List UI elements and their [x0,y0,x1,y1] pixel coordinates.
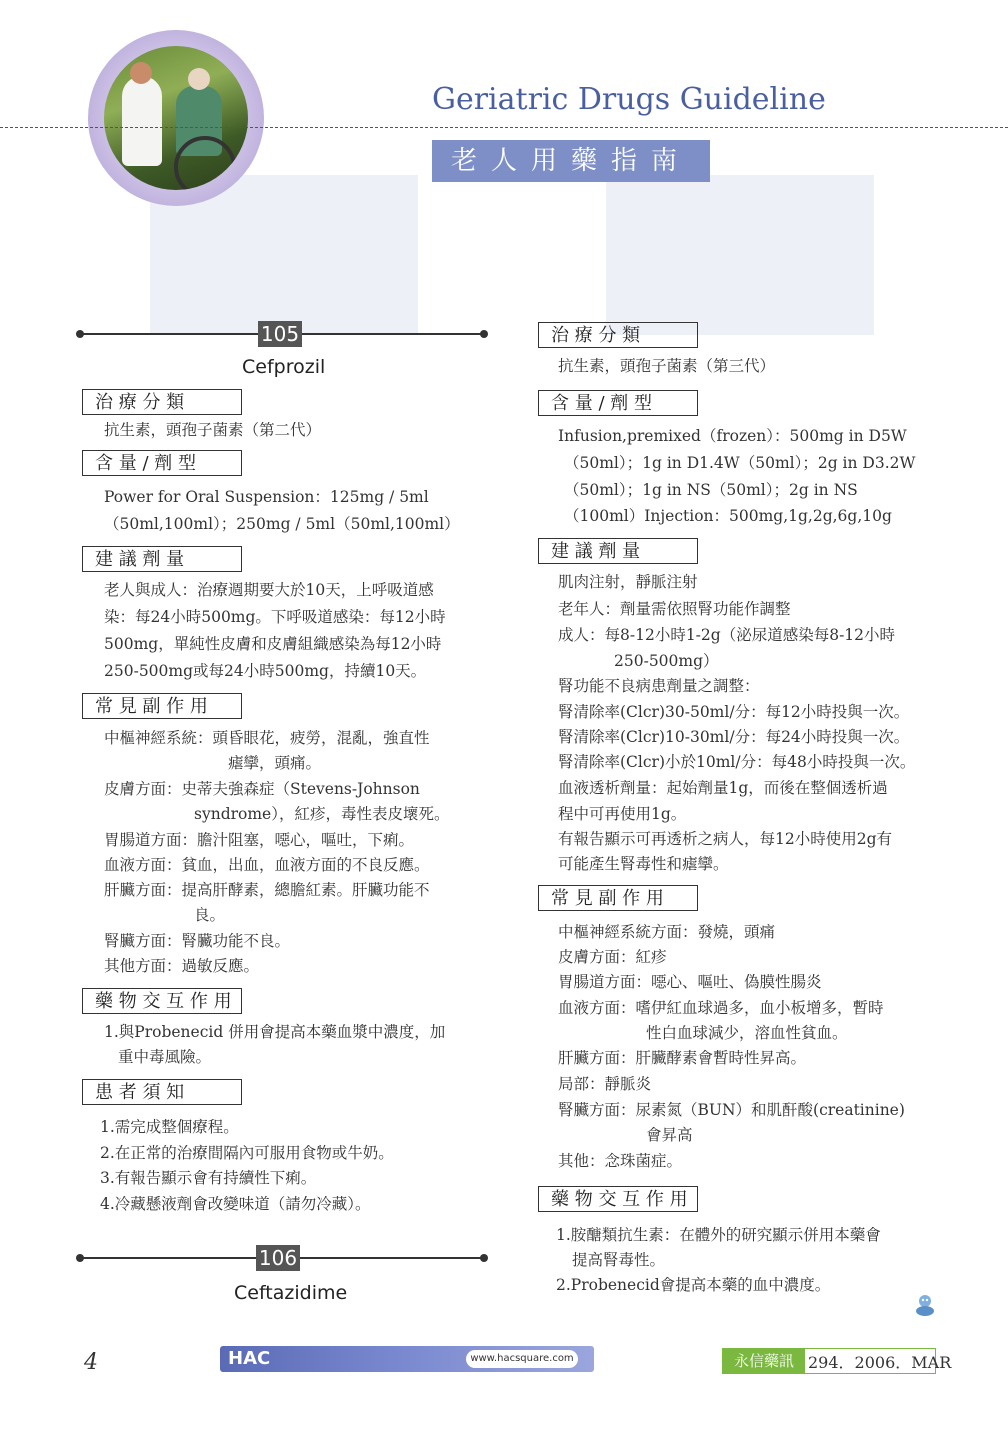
text-line: 肝臟方面：肝臟酵素會暫時性昇高。 [558,1049,807,1067]
text-line: 4.冷藏懸液劑會改變味道（請勿冷藏）。 [100,1195,371,1213]
section-label-patient-notes: 患 者 須 知 [82,1079,242,1105]
text-line: 提高腎毒性。 [572,1251,666,1269]
text-line: 良。 [194,906,226,924]
text-line: 腎臟方面：尿素氮（BUN）和肌酐酸(creatinine) [558,1101,905,1119]
text-line: 其他：念珠菌症。 [558,1152,683,1170]
text-line: 腎功能不良病患劑量之調整： [558,677,760,695]
section-label-interactions: 藥 物 交 互 作 用 [538,1186,698,1212]
hac-url[interactable]: www.hacsquare.com [466,1350,578,1368]
text-line: 有報告顯示可再透析之病人，每12小時使用2g有 [558,830,893,848]
text-line: 血液方面：貧血，出血，血液方面的不良反應。 [104,856,430,874]
hac-logo: HAC [228,1348,271,1369]
text-line: 1.與Probenecid 併用會提高本藥血漿中濃度，加 [104,1023,446,1041]
text-line: 腎臟方面：腎臟功能不良。 [104,932,291,950]
text-line: （100ml）Injection：500mg,1g,2g,6g,10g [564,507,892,525]
magazine-name: 永信藥訊 [723,1349,805,1373]
text-line: 會昇高 [646,1126,693,1144]
text-line: 1.胺醣類抗生素：在體外的研究顯示併用本藥會 [556,1226,881,1244]
text-line: 2.Probenecid會提高本藥的血中濃度。 [556,1276,831,1294]
drug-number: 105 [258,321,302,347]
text-line: 腎清除率(Clcr)30-50ml/分：每12小時投與一次。 [558,703,910,721]
text-line: syndrome），紅疹，毒性表皮壞死。 [194,805,450,823]
text-line: 肝臟方面：提高肝酵素，總膽紅素。肝臟功能不 [104,881,430,899]
section-label-side-effects: 常 見 副 作 用 [538,885,698,911]
text-line: 性白血球減少，溶血性貧血。 [646,1024,848,1042]
text-line: （50ml）；1g in D1.4W（50ml）；2g in D3.2W [564,454,916,472]
section-label-side-effects: 常 見 副 作 用 [82,693,242,719]
text-line: 中樞神經系統：頭昏眼花，疲勞，混亂，強直性 [104,729,430,747]
section-label-dosage: 建 議 劑 量 [538,538,698,564]
drug-number: 106 [256,1245,300,1271]
mascot-icon [914,1293,936,1317]
text-line: 1.需完成整個療程。 [100,1118,239,1136]
background-panel-right [606,175,874,335]
rule-dot-right [480,330,488,338]
text-line: 抗生素，頭孢子菌素（第二代） [104,421,322,439]
text-line: 肌肉注射，靜脈注射 [558,573,698,591]
drug-name: Ceftazidime [234,1282,348,1304]
title-english: Geriatric Drugs Guideline [432,82,826,117]
text-line: 局部：靜脈炎 [558,1075,652,1093]
text-line: 抗生素，頭孢子菌素（第三代） [558,357,776,375]
text-line: 500mg，單純性皮膚和皮膚組織感染為每12小時 [104,635,442,653]
text-line: 皮膚方面：史蒂夫強森症（Stevens-Johnson [104,780,420,798]
text-line: 老人與成人：治療週期要大於10天，上呼吸道感 [104,581,434,599]
text-line: 250-500mg） [614,652,719,670]
page-number: 4 [84,1350,98,1375]
text-line: 胃腸道方面：膽汁阻塞，噁心，嘔吐，下痢。 [104,831,415,849]
text-line: （50ml,100ml）；250mg / 5ml（50ml,100ml） [104,515,460,533]
text-line: 皮膚方面：紅疹 [558,948,667,966]
section-label-therapeutic-class: 治 療 分 類 [538,322,698,348]
text-line: 2.在正常的治療間隔內可服用食物或牛奶。 [100,1144,394,1162]
text-line: 血液方面：嗜伊紅血球過多，血小板增多，暫時 [558,999,884,1017]
text-line: 成人：每8-12小時1-2g（泌尿道感染每8-12小時 [558,626,896,644]
text-line: 瘧攣，頭痛。 [228,754,322,772]
text-line: 染：每24小時500mg。下呼吸道感染：每12小時 [104,608,446,626]
text-line: 中樞神經系統方面：發燒，頭痛 [558,923,776,941]
text-line: 3.有報告顯示會有持續性下痢。 [100,1169,317,1187]
section-label-dosage: 建 議 劑 量 [82,546,242,572]
text-line: 血液透析劑量：起始劑量1g，而後在整個透析過 [558,779,888,797]
text-line: 腎清除率(Clcr)小於10ml/分：每48小時投與一次。 [558,753,916,771]
section-label-interactions: 藥 物 交 互 作 用 [82,988,242,1014]
text-line: 程中可再使用1g。 [558,805,687,823]
text-line: 其他方面：過敏反應。 [104,957,260,975]
header-divider [0,127,1008,128]
header-photo [104,46,248,190]
text-line: 重中毒風險。 [118,1048,212,1066]
text-line: 250-500mg或每24小時500mg，持續10天。 [104,662,427,680]
magazine-issue: 294．2006．MAR [808,1353,952,1372]
text-line: （50ml）；1g in NS（50ml）；2g in NS [564,481,858,499]
text-line: 老年人：劑量需依照腎功能作調整 [558,600,791,618]
text-line: 可能產生腎毒性和瘧攣。 [558,855,729,873]
title-chinese: 老人用藥指南 [432,140,710,182]
text-line: 腎清除率(Clcr)10-30ml/分：每24小時投與一次。 [558,728,910,746]
rule-dot-right [480,1254,488,1262]
section-label-therapeutic-class: 治 療 分 類 [82,389,242,415]
text-line: Power for Oral Suspension：125mg / 5ml [104,488,429,506]
section-label-dosage-form: 含 量 / 劑 型 [538,390,698,416]
section-label-dosage-form: 含 量 / 劑 型 [82,450,242,476]
text-line: 胃腸道方面：噁心、嘔吐、偽膜性腸炎 [558,973,822,991]
drug-name: Cefprozil [242,356,326,378]
text-line: Infusion,premixed（frozen）：500mg in D5W [558,427,907,445]
